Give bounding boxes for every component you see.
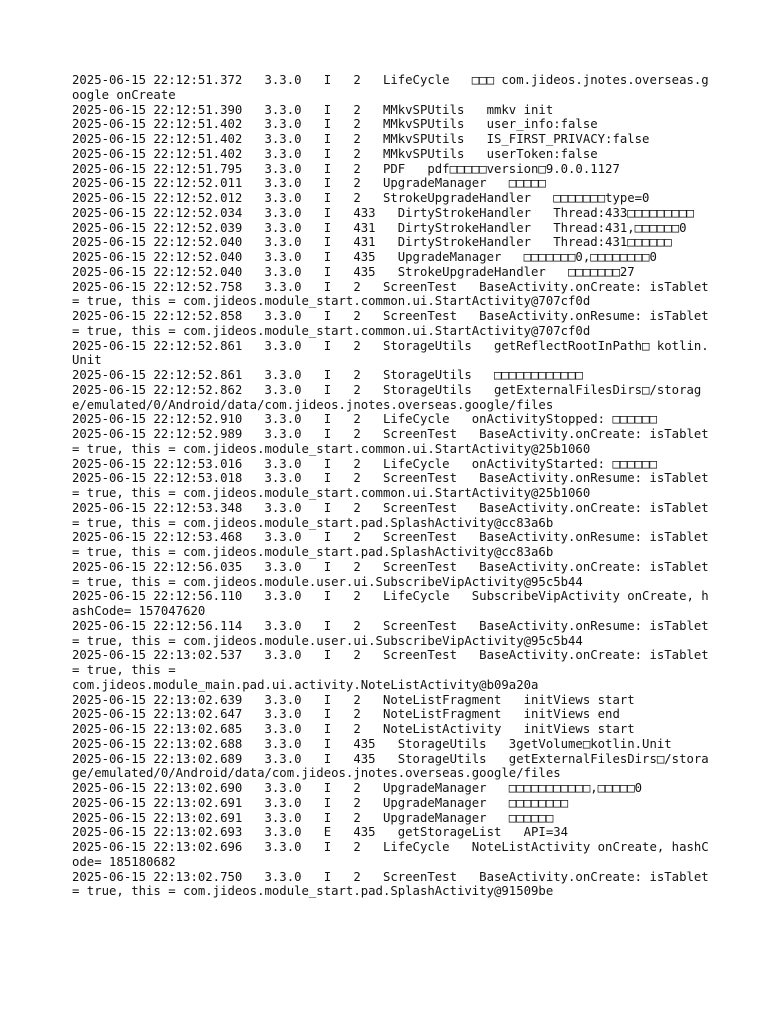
log-line: 2025-06-15 22:12:51.402 3.3.0 I 2 MMkvSPUtils userToken:false [72, 146, 598, 161]
log-line: 2025-06-15 22:13:02.639 3.3.0 I 2 NoteListFragment initViews start [72, 692, 635, 707]
log-line: 2025-06-15 22:12:52.012 3.3.0 I 2 StrokeUpgradeHandler □□□□□□□type=0 [72, 191, 650, 205]
log-line: 2025-06-15 22:12:52.758 3.3.0 I 2 ScreenTest BaseActivity.onCreate: isTablet = true, this = com.jideos.module_start.common.ui.StartActivity@707cf0d [72, 279, 717, 309]
log-line: 2025-06-15 22:12:52.910 3.3.0 I 2 LifeCycle onActivityStopped: □□□□□□ [72, 412, 657, 427]
log-line: 2025-06-15 22:12:52.040 3.3.0 I 431 DirtyStrokeHandler Thread:431□□□□□□ [72, 235, 672, 250]
log-line: 2025-06-15 22:12:51.390 3.3.0 I 2 MMkvSPUtils mmkv init [72, 102, 554, 117]
log-line: 2025-06-15 22:13:02.688 3.3.0 I 435 StorageUtils 3getVolume□kotlin.Unit [72, 736, 672, 751]
log-line: 2025-06-15 22:12:51.402 3.3.0 I 2 MMkvSPUtils IS_FIRST_PRIVACY:false [72, 132, 650, 146]
log-line: 2025-06-15 22:13:02.691 3.3.0 I 2 UpgradeManager □□□□□□□□ [72, 795, 569, 810]
log-line: 2025-06-15 22:12:52.861 3.3.0 I 2 StorageUtils □□□□□□□□□□□□ [72, 368, 583, 382]
log-line: 2025-06-15 22:13:02.690 3.3.0 I 2 UpgradeManager □□□□□□□□□□□,□□□□□0 [72, 781, 643, 795]
log-line: 2025-06-15 22:12:51.402 3.3.0 I 2 MMkvSPUtils user_info:false [72, 117, 598, 132]
log-line: 2025-06-15 22:12:56.114 3.3.0 I 2 ScreenTest BaseActivity.onResume: isTablet = true, this = com.jideos.module.user.ui.SubscribeVipActivity@95c5b44 [72, 618, 717, 648]
log-line: 2025-06-15 22:12:52.011 3.3.0 I 2 UpgradeManager □□□□□ [72, 176, 546, 191]
log-line: 2025-06-15 22:12:53.018 3.3.0 I 2 ScreenTest BaseActivity.onResume: isTablet = true, this = com.jideos.module_start.common.ui.StartActivity@25b1060 [72, 471, 717, 500]
log-line: 2025-06-15 22:12:52.989 3.3.0 I 2 ScreenTest BaseActivity.onCreate: isTablet = true, this = com.jideos.module_start.common.ui.StartActivity@25b1060 [72, 427, 717, 456]
log-line: 2025-06-15 22:12:52.858 3.3.0 I 2 ScreenTest BaseActivity.onResume: isTablet = true, this = com.jideos.module_start.common.ui.StartActivity@707cf0d [72, 309, 717, 338]
log-document [72, 73, 717, 899]
log-line: 2025-06-15 22:12:56.035 3.3.0 I 2 ScreenTest BaseActivity.onCreate: isTablet = true, this = com.jideos.module.user.ui.SubscribeVipActivity@95c5b44 [72, 559, 717, 589]
log-line: 2025-06-15 22:13:02.693 3.3.0 E 435 getStorageList API=34 [72, 825, 569, 840]
log-line: 2025-06-15 22:12:52.862 3.3.0 I 2 StorageUtils getExternalFilesDirs□/storage/emulated/0/Android/data/com.jideos.jnotes.overseas.google/files [72, 382, 702, 412]
log-line: 2025-06-15 22:12:52.039 3.3.0 I 431 DirtyStrokeHandler Thread:431,□□□□□□0 [72, 220, 687, 235]
log-line: 2025-06-15 22:13:02.750 3.3.0 I 2 ScreenTest BaseActivity.onCreate: isTablet = true, this = com.jideos.module_start.pad.SplashActivity@91509be [72, 869, 717, 899]
log-line: 2025-06-15 22:12:52.861 3.3.0 I 2 StorageUtils getReflectRootInPath□ kotlin.Unit [72, 338, 709, 368]
log-line: 2025-06-15 22:12:53.348 3.3.0 I 2 ScreenTest BaseActivity.onCreate: isTablet = true, this = com.jideos.module_start.pad.SplashActivity@cc83a6b [72, 500, 717, 530]
log-line: 2025-06-15 22:13:02.689 3.3.0 I 435 StorageUtils getExternalFilesDirs□/storage/emulated/0/Android/data/com.jideos.jnotes.overseas.google/files [72, 751, 709, 781]
log-line: 2025-06-15 22:13:02.647 3.3.0 I 2 NoteListFragment initViews end [72, 707, 620, 722]
log-line: 2025-06-15 22:12:53.016 3.3.0 I 2 LifeCycle onActivityStarted: □□□□□□ [72, 456, 657, 471]
log-line: 2025-06-15 22:12:52.040 3.3.0 I 435 StrokeUpgradeHandler □□□□□□□27 [72, 264, 635, 279]
log-line: 2025-06-15 22:13:02.537 3.3.0 I 2 ScreenTest BaseActivity.onCreate: isTablet = true, this = com.jideos.module_main.pad.ui.activity.NoteListActivity@b09a20a [72, 648, 709, 692]
log-line: 2025-06-15 22:12:56.110 3.3.0 I 2 LifeCycle SubscribeVipActivity onCreate, hashCode= 157047620 [72, 589, 709, 618]
log-line: 2025-06-15 22:12:52.040 3.3.0 I 435 UpgradeManager □□□□□□□0,□□□□□□□□0 [72, 250, 657, 264]
log-line: 2025-06-15 22:13:02.685 3.3.0 I 2 NoteListActivity initViews start [72, 722, 635, 736]
log-line: 2025-06-15 22:13:02.691 3.3.0 I 2 UpgradeManager □□□□□□ [72, 810, 554, 825]
log-line: 2025-06-15 22:13:02.696 3.3.0 I 2 LifeCycle NoteListActivity onCreate, hashCode= 185180682 [72, 840, 709, 869]
log-line: 2025-06-15 22:12:53.468 3.3.0 I 2 ScreenTest BaseActivity.onResume: isTablet = true, this = com.jideos.module_start.pad.SplashActivity@cc83a6b [72, 530, 717, 559]
log-line: 2025-06-15 22:12:51.795 3.3.0 I 2 PDF pdf□□□□□version□9.0.0.1127 [72, 161, 620, 176]
log-line: 2025-06-15 22:12:52.034 3.3.0 I 433 DirtyStrokeHandler Thread:433□□□□□□□□□ [72, 205, 694, 220]
log-line: 2025-06-15 22:12:51.372 3.3.0 I 2 LifeCycle □□□ com.jideos.jnotes.overseas.google onCreate [72, 73, 709, 102]
